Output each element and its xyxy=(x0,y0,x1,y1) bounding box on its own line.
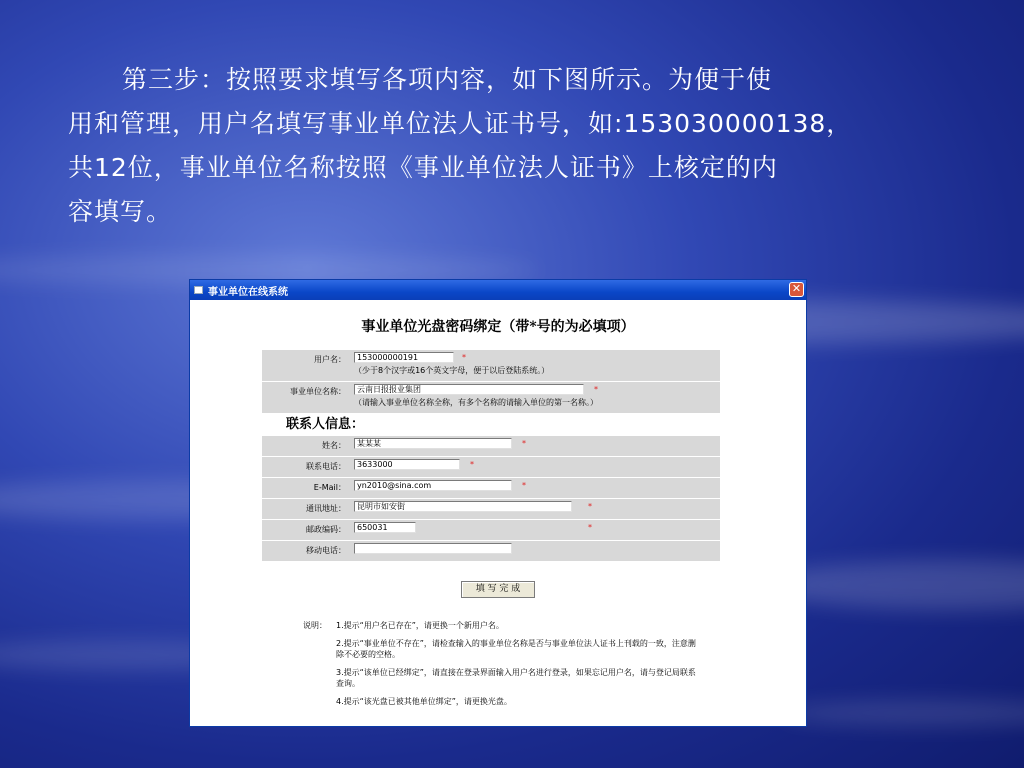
submit-button[interactable]: 填 写 完 成 xyxy=(461,581,535,598)
form-row-username xyxy=(262,350,720,382)
app-window xyxy=(189,279,807,727)
notes-section xyxy=(303,620,703,707)
form-title: 事业单位光盘密码绑定（带*号的为必填项） xyxy=(361,319,635,335)
form-row-name xyxy=(262,436,720,457)
username-hint: （少于8个汉字或16个英文字母，便于以后登陆系统。） xyxy=(354,366,550,375)
required-mark: * xyxy=(588,523,592,532)
intro-line: 容填写。 xyxy=(68,197,173,226)
form-row-address xyxy=(262,499,720,520)
address-input[interactable]: 昆明市如安街 xyxy=(354,501,572,512)
binding-form xyxy=(262,350,720,562)
required-mark: * xyxy=(594,385,598,394)
form-row-unit-name xyxy=(262,382,720,414)
note-item: 2.提示“事业单位不存在”，请检查输入的事业单位名称是否与事业单位法人证书上刊载的一致，注意删除不必要的空格。 xyxy=(336,639,696,659)
phone-label: 联系电话： xyxy=(306,462,346,471)
note-item: 1.提示“用户名已存在”，请更换一个新用户名。 xyxy=(336,621,504,630)
unit-name-hint: （请输入事业单位名称全称，有多个名称的请输入单位的第一名称。） xyxy=(354,398,598,407)
window-title: 事业单位在线系统 xyxy=(208,286,288,298)
close-button[interactable]: ✕ xyxy=(789,282,804,297)
intro-line: 共12位，事业单位名称按照《事业单位法人证书》上核定的内 xyxy=(68,153,778,182)
name-input[interactable]: 某某某 xyxy=(354,438,512,449)
mobile-input[interactable] xyxy=(354,543,512,554)
unit-name-input[interactable]: 云南日报报业集团 xyxy=(354,384,584,395)
postcode-input[interactable]: 650031 xyxy=(354,522,416,533)
contact-section-heading: 联系人信息： xyxy=(262,414,720,436)
form-row-postcode xyxy=(262,520,720,541)
intro-line: 用和管理，用户名填写事业单位法人证书号，如:153030000138， xyxy=(68,109,853,138)
address-label: 通讯地址： xyxy=(306,504,346,513)
phone-input[interactable]: 3633000 xyxy=(354,459,460,470)
note-item: 4.提示“该光盘已被其他单位绑定”，请更换光盘。 xyxy=(336,697,512,706)
name-label: 姓名： xyxy=(322,441,346,450)
email-label: E-Mail： xyxy=(313,483,346,492)
window-titlebar[interactable] xyxy=(190,280,806,300)
form-row-mobile xyxy=(262,541,720,562)
required-mark: * xyxy=(588,502,592,511)
required-mark: * xyxy=(522,481,526,490)
app-window-icon xyxy=(194,286,203,294)
username-input[interactable]: 153000000191 xyxy=(354,352,454,363)
username-label: 用户名： xyxy=(314,355,346,364)
required-mark: * xyxy=(522,439,526,448)
slide-intro-text xyxy=(68,58,1018,234)
background-streak xyxy=(780,700,1024,726)
required-mark: * xyxy=(462,353,466,362)
note-item: 3.提示“该单位已经绑定”，请直接在登录界面输入用户名进行登录，如果忘记用户名，请与登记局联系查询。 xyxy=(336,668,696,688)
unit-name-label: 事业单位名称： xyxy=(290,387,346,396)
mobile-label: 移动电话： xyxy=(306,546,346,555)
intro-line: 第三步：按照要求填写各项内容，如下图所示。为便于使 xyxy=(122,65,773,94)
postcode-label: 邮政编码： xyxy=(306,525,346,534)
form-row-email xyxy=(262,478,720,499)
required-mark: * xyxy=(470,460,474,469)
notes-label: 说明： xyxy=(303,621,327,630)
form-row-phone xyxy=(262,457,720,478)
email-input[interactable]: yn2010@sina.com xyxy=(354,480,512,491)
